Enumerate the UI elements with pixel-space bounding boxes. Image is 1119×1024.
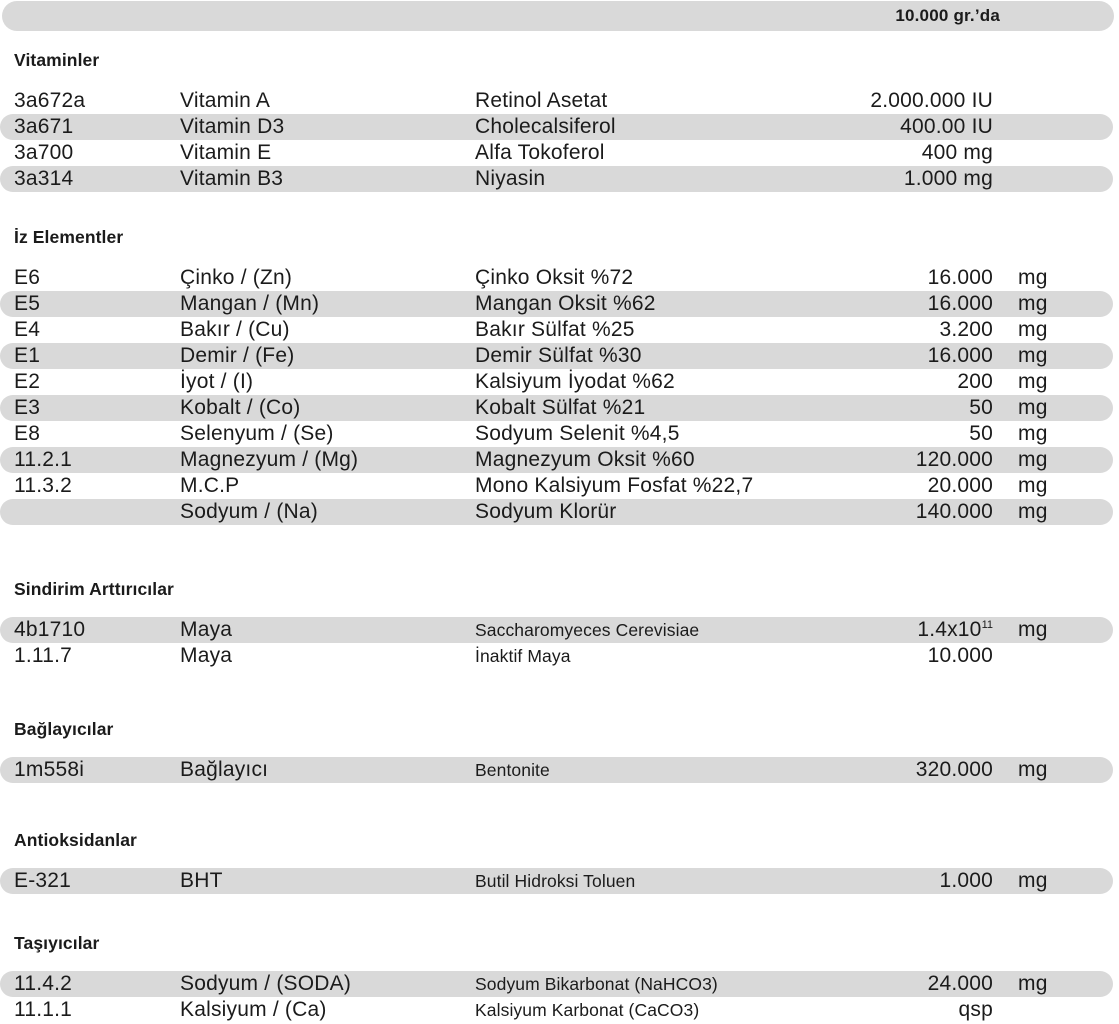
row-name: Kobalt / (Co) xyxy=(180,396,301,419)
row-name: Bakır / (Cu) xyxy=(180,318,290,341)
section-title: İz Elementler xyxy=(14,227,124,247)
row-value: 1.000 xyxy=(939,869,993,892)
row-code: 3a672a xyxy=(14,89,86,112)
row-code: 1m558i xyxy=(14,758,85,781)
table-row xyxy=(0,140,1113,166)
section-title: Vitaminler xyxy=(14,50,100,70)
row-value: 50 xyxy=(969,396,993,419)
row-unit: mg xyxy=(1018,972,1048,995)
section-rows xyxy=(0,617,1119,669)
quantity-header-bar xyxy=(2,1,1114,31)
row-unit: mg xyxy=(1018,500,1048,523)
row-name: Magnezyum / (Mg) xyxy=(180,448,359,471)
row-source: Butil Hidroksi Toluen xyxy=(475,870,636,891)
row-value: 400 mg xyxy=(921,141,993,164)
table-row xyxy=(0,447,1113,473)
table-row xyxy=(0,88,1113,114)
row-name: M.C.P xyxy=(180,474,240,497)
row-code: 11.2.1 xyxy=(14,448,73,471)
row-unit: mg xyxy=(1018,474,1048,497)
row-name: Maya xyxy=(180,618,233,641)
row-code: 11.1.1 xyxy=(14,998,73,1021)
row-value: qsp xyxy=(958,998,993,1021)
row-source: Alfa Tokoferol xyxy=(475,141,605,164)
section-trace-elements xyxy=(0,227,1119,525)
row-code: E8 xyxy=(14,422,41,445)
table-row xyxy=(0,343,1113,369)
row-value: 24.000 xyxy=(927,972,993,995)
row-value: 16.000 xyxy=(927,344,993,367)
row-code: E-321 xyxy=(14,869,72,892)
row-source: Kobalt Sülfat %21 xyxy=(475,396,646,419)
row-value: 320.000 xyxy=(915,758,993,781)
section-digestive-enhancers xyxy=(0,579,1119,669)
row-source: Cholecalsiferol xyxy=(475,115,616,138)
row-code: E4 xyxy=(14,318,41,341)
row-name: Vitamin E xyxy=(180,141,272,164)
row-name: Sodyum / (SODA) xyxy=(180,972,352,995)
row-source: Niyasin xyxy=(475,167,546,190)
row-value: 3.200 xyxy=(939,318,993,341)
row-value: 20.000 xyxy=(927,474,993,497)
row-source: Sodyum Selenit %4,5 xyxy=(475,422,680,445)
row-name: Mangan / (Mn) xyxy=(180,292,320,315)
section-title: Bağlayıcılar xyxy=(14,719,114,739)
table-row xyxy=(0,317,1113,343)
table-row xyxy=(0,395,1113,421)
row-name: Çinko / (Zn) xyxy=(180,266,293,289)
row-code: E3 xyxy=(14,396,41,419)
row-source: Saccharomyeces Cerevisiae xyxy=(475,619,700,640)
table-row xyxy=(0,971,1113,997)
row-unit: mg xyxy=(1018,318,1048,341)
row-name: Maya xyxy=(180,644,233,667)
row-value: 16.000 xyxy=(927,292,993,315)
row-source: Çinko Oksit %72 xyxy=(475,266,634,289)
row-unit: mg xyxy=(1018,292,1048,315)
row-code: 3a314 xyxy=(14,167,74,190)
row-source: Kalsiyum Karbonat (CaCO3) xyxy=(475,999,700,1020)
table-row xyxy=(0,114,1113,140)
row-unit: mg xyxy=(1018,370,1048,393)
section-rows xyxy=(0,868,1119,894)
row-unit: mg xyxy=(1018,448,1048,471)
row-name: Kalsiyum / (Ca) xyxy=(180,998,327,1021)
row-code: E6 xyxy=(14,266,41,289)
row-unit: mg xyxy=(1018,396,1048,419)
row-name: Sodyum / (Na) xyxy=(180,500,318,523)
table-row xyxy=(0,421,1113,447)
row-name: İyot / (I) xyxy=(180,370,254,393)
row-value: 50 xyxy=(969,422,993,445)
row-name: Vitamin A xyxy=(180,89,271,112)
table-row xyxy=(0,499,1113,525)
section-antioxidants xyxy=(0,830,1119,894)
row-value: 200 xyxy=(957,370,993,393)
row-source: Demir Sülfat %30 xyxy=(475,344,642,367)
row-unit: mg xyxy=(1018,344,1048,367)
table-row xyxy=(0,868,1113,894)
table-row xyxy=(0,757,1113,783)
section-title: Antioksidanlar xyxy=(14,830,137,850)
section-title: Sindirim Arttırıcılar xyxy=(14,579,174,599)
row-code: 11.4.2 xyxy=(14,972,73,995)
row-code: E5 xyxy=(14,292,41,315)
section-carriers xyxy=(0,933,1119,1023)
row-code: 3a700 xyxy=(14,141,74,164)
row-code: 11.3.2 xyxy=(14,474,73,497)
section-rows xyxy=(0,265,1119,525)
row-unit: mg xyxy=(1018,869,1048,892)
table-row xyxy=(0,265,1113,291)
quantity-header-label: 10.000 gr.’da xyxy=(895,6,1000,25)
section-binders xyxy=(0,719,1119,783)
table-row xyxy=(0,617,1113,643)
row-source: Sodyum Klorür xyxy=(475,500,617,523)
section-title: Taşıyıcılar xyxy=(14,933,100,953)
row-value: 120.000 xyxy=(915,448,993,471)
row-source: Bentonite xyxy=(475,759,550,780)
row-value: 140.000 xyxy=(915,500,993,523)
table-row xyxy=(0,369,1113,395)
row-code: 3a671 xyxy=(14,115,74,138)
row-code: E2 xyxy=(14,370,41,393)
row-source: İnaktif Maya xyxy=(475,645,571,666)
row-value: 400.00 IU xyxy=(900,115,993,138)
section-rows xyxy=(0,971,1119,1023)
row-source: Kalsiyum İyodat %62 xyxy=(475,370,675,393)
row-name: Vitamin B3 xyxy=(180,167,284,190)
table-row xyxy=(0,997,1113,1023)
row-source: Mangan Oksit %62 xyxy=(475,292,656,315)
section-rows xyxy=(0,757,1119,783)
row-value: 1.000 mg xyxy=(903,167,993,190)
row-unit: mg xyxy=(1018,266,1048,289)
section-vitamins xyxy=(0,50,1119,192)
row-value: 10.000 xyxy=(927,644,993,667)
row-source: Sodyum Bikarbonat (NaHCO3) xyxy=(475,973,718,994)
row-name: Selenyum / (Se) xyxy=(180,422,334,445)
row-name: Demir / (Fe) xyxy=(180,344,295,367)
row-source: Mono Kalsiyum Fosfat %22,7 xyxy=(475,474,754,497)
row-code: E1 xyxy=(14,344,41,367)
row-value: 2.000.000 IU xyxy=(870,89,993,112)
row-unit: mg xyxy=(1018,758,1048,781)
row-value: 16.000 xyxy=(927,266,993,289)
row-code: 1.11.7 xyxy=(14,644,73,667)
row-value: $1.4x10^{11}$ xyxy=(917,618,993,641)
row-unit: mg xyxy=(1018,618,1048,641)
row-source: Magnezyum Oksit %60 xyxy=(475,448,695,471)
table-row xyxy=(0,643,1113,669)
row-code: 4b1710 xyxy=(14,618,86,641)
table-row xyxy=(0,291,1113,317)
row-name: Vitamin D3 xyxy=(180,115,285,138)
row-unit: mg xyxy=(1018,422,1048,445)
section-rows xyxy=(0,88,1119,192)
table-row xyxy=(0,166,1113,192)
row-source: Retinol Asetat xyxy=(475,89,608,112)
row-source: Bakır Sülfat %25 xyxy=(475,318,635,341)
row-name: Bağlayıcı xyxy=(180,758,269,781)
table-row xyxy=(0,473,1113,499)
row-name: BHT xyxy=(180,869,223,892)
value-superscript: 11 xyxy=(981,619,993,631)
